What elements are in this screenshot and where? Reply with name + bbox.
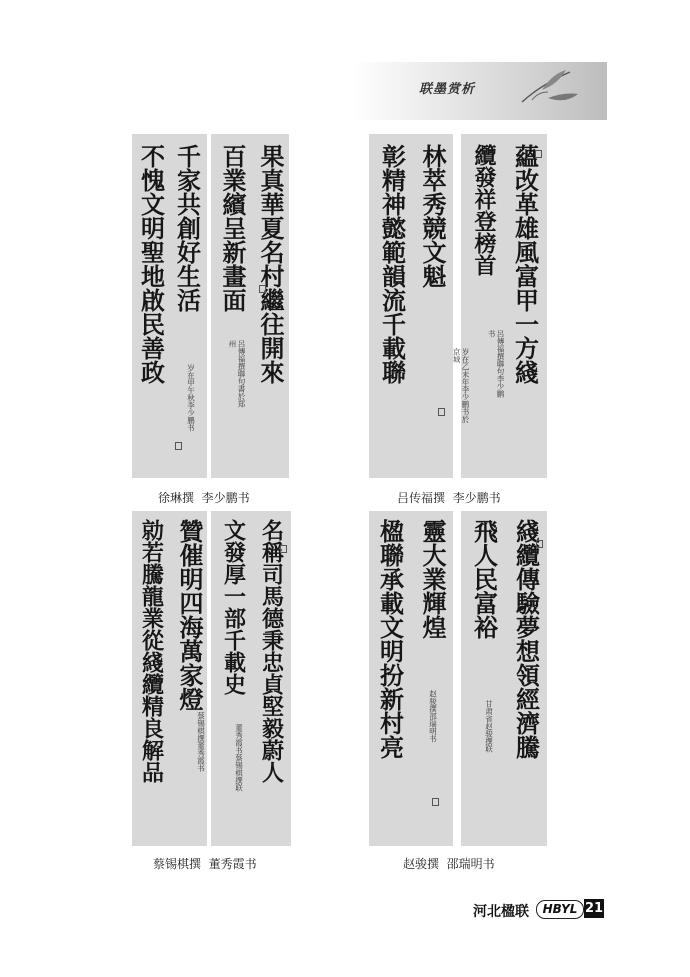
- seal-stamp-icon: [175, 442, 182, 450]
- inscription-text: 岁在乙未年李少鹏书於京城: [452, 348, 470, 423]
- couplet-column: [253, 144, 287, 384]
- couplet-column: [466, 144, 502, 276]
- inscription: [188, 712, 214, 822]
- calligraphy-text: 靈大業輝煌: [418, 519, 447, 639]
- calligraphy-text: 楹聯承載文明扮新村亮: [375, 519, 405, 759]
- couplet-column: [216, 519, 250, 695]
- calligraphy-text: 林萃秀競文魁: [418, 144, 447, 288]
- inscription: [222, 340, 252, 414]
- inscription: [418, 690, 448, 800]
- seal-stamp-icon: [432, 798, 439, 806]
- calligraphy-text: 蘊改革雄風富甲一方綫: [510, 144, 540, 384]
- inscription: [474, 700, 504, 810]
- inscription-text: 呂傳福撰聯句李少鹏书: [487, 330, 505, 398]
- inscription: [446, 348, 476, 428]
- inscription: [481, 330, 511, 400]
- caption: 蔡锡棋撰 董秀霞书: [153, 857, 257, 871]
- couplet-column: [172, 519, 206, 711]
- calligraphy-text: 贊催明四海萬家燈: [175, 519, 204, 711]
- page-number: 21: [584, 901, 604, 916]
- lotus-decoration-icon: [512, 64, 582, 114]
- calligraphy-text: 飛人民富裕: [469, 519, 499, 639]
- seal-stamp-icon: [259, 285, 266, 293]
- calligraphy-text: 果真華夏名村繼往開來: [256, 144, 285, 384]
- couplet-column: [507, 144, 543, 384]
- calligraphy-text: 不愧文明聖地啟民善政: [136, 144, 166, 384]
- inscription-text: 蔡锡棋撰董秀霞书: [196, 712, 206, 772]
- couplet-column: [254, 519, 288, 783]
- calligraphy-text: 綫纜傳驗夢想領經濟騰: [511, 519, 541, 759]
- couplet-column: [374, 144, 410, 384]
- couplet-column: [414, 519, 450, 639]
- calligraphy-text: 纜發祥登榜首: [471, 144, 497, 276]
- caption: 赵骏撰 邵瑞明书: [403, 857, 495, 871]
- couplet-column: [134, 144, 168, 384]
- calligraphy-text: 文發厚一部千載史: [220, 519, 247, 695]
- couplet-column: [466, 519, 502, 639]
- calligraphy-text: 名稱司馬德秉忠貞堅毅蔚人: [258, 519, 285, 783]
- inscription-text: 甘肃省赵骏撰联: [484, 700, 494, 753]
- inscription-text: 岁在甲午秋李少鹏书: [186, 364, 196, 432]
- inscription: [226, 724, 252, 834]
- couplet-column: [372, 519, 408, 759]
- caption: 吕传福撰 李少鹏书: [397, 491, 501, 505]
- inscription-text: 董秀霞书蔡锡棋撰联: [234, 724, 244, 792]
- couplet-column: [215, 144, 249, 312]
- calligraphy-text: 彰精神懿範韻流千載聯: [377, 144, 407, 384]
- section-title: 联墨赏析: [419, 82, 476, 97]
- calligraphy-text: 千家共創好生活: [172, 144, 202, 312]
- calligraphy-text: 勍若騰龍業從綫纜精良解品: [138, 519, 165, 783]
- caption: 徐琳撰 李少鹏书: [158, 491, 250, 505]
- couplet-column: [508, 519, 544, 759]
- seal-stamp-icon: [536, 540, 543, 548]
- inscription-text: 呂傳福撰聯句書於郑州: [228, 340, 246, 408]
- couplet-column: [134, 519, 168, 783]
- inscription: [176, 364, 206, 438]
- seal-stamp-icon: [438, 408, 445, 416]
- magazine-title: 河北楹联: [473, 904, 529, 920]
- inscription-text: 赵骏撰邵瑞明书: [428, 690, 438, 743]
- seal-stamp-icon: [535, 150, 542, 158]
- calligraphy-text: 百業繽呈新畫面: [218, 144, 247, 312]
- seal-stamp-icon: [280, 545, 287, 553]
- magazine-code-badge: HBYL: [536, 900, 584, 919]
- couplet-column: [414, 144, 450, 288]
- couplet-column: [170, 144, 204, 312]
